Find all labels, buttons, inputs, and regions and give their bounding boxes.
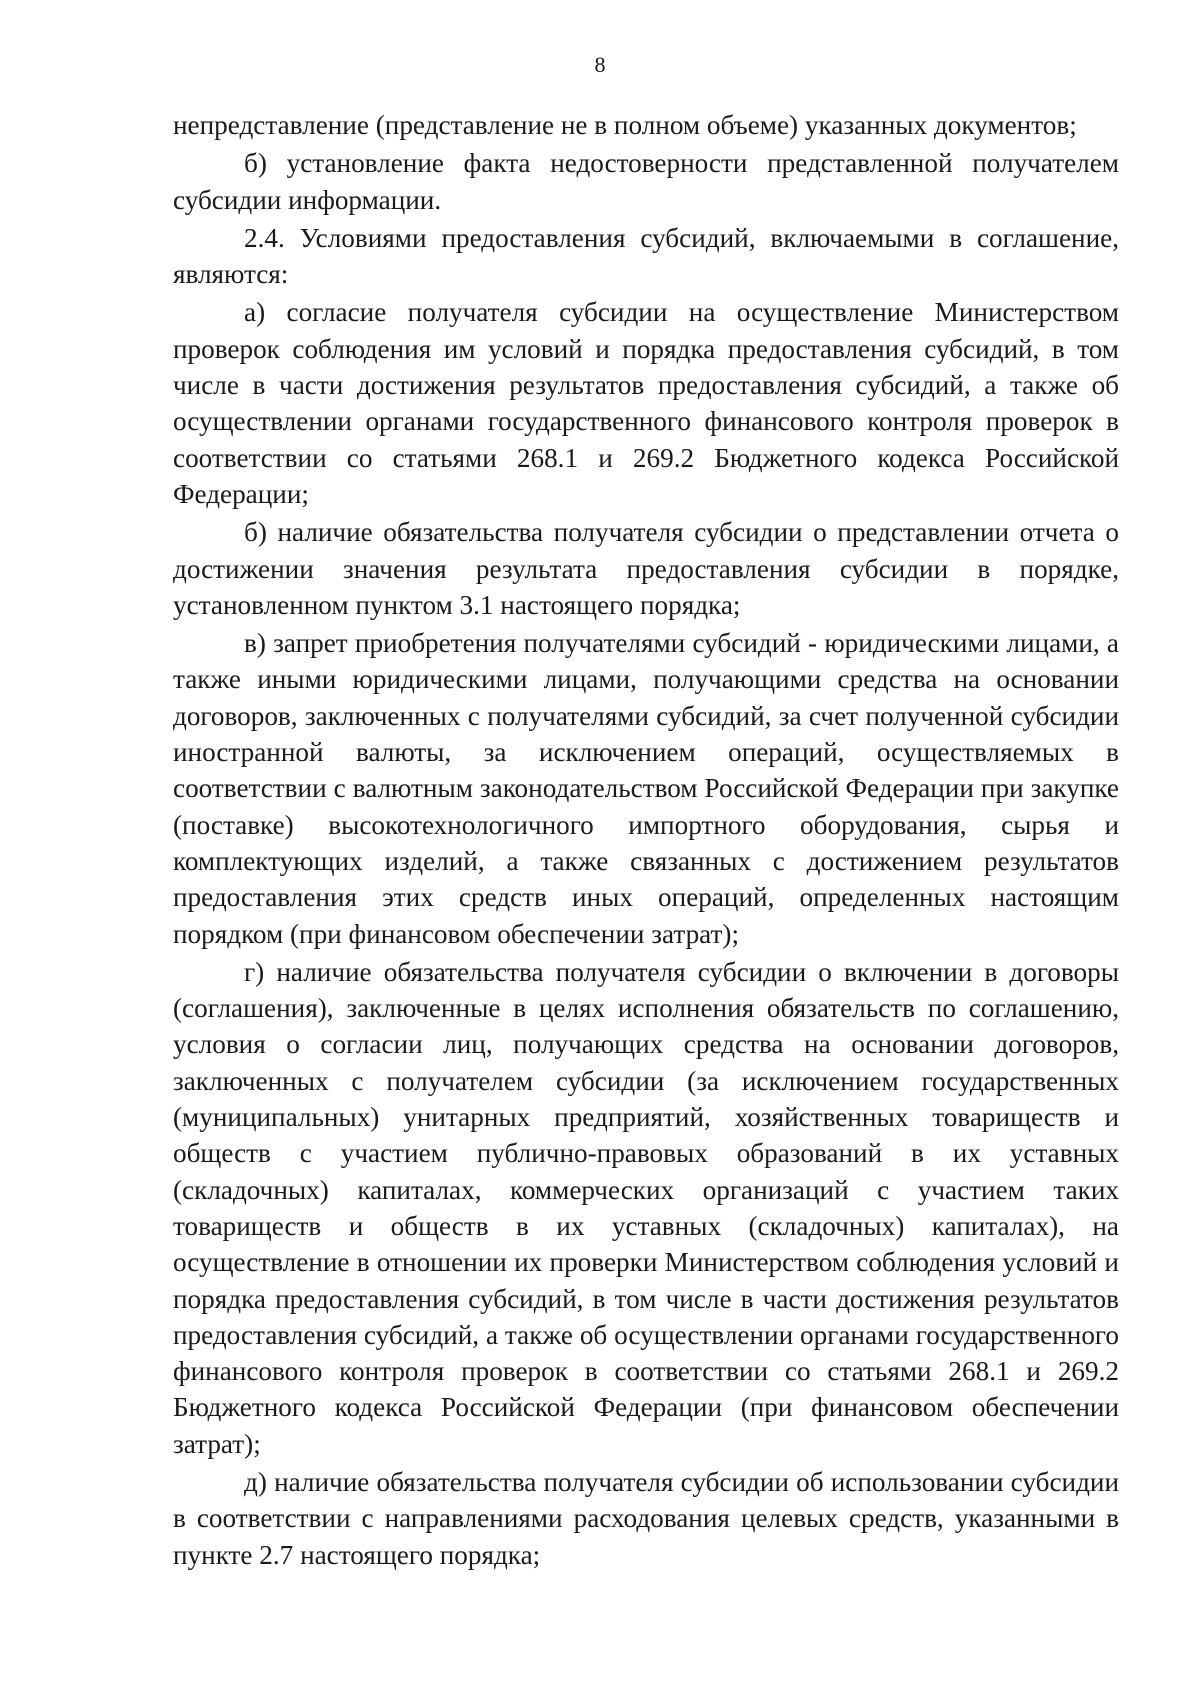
paragraph-item-a-consent: а) согласие получателя субсидии на осуществление Министерством проверок соблюдения им условий и порядка предоставления субсидий, в том числе в части достижения результатов предоставления субсидий, а также об осуществлении органами государственного финансового контроля проверок в соответствии со статьями 268.1 и 269.2 Бюджетного кодекса Российской Федерации; <box>173 297 1119 509</box>
paragraph-item-b-unreliable-info: б) установление факта недостоверности представленной получателем субсидии информации. <box>173 148 1119 215</box>
page-number: 8 <box>594 52 606 77</box>
paragraph-item-b-report: б) наличие обязательства получателя субсидии о представлении отчета о достижении значения результата предоставления субсидии в порядке, установленном пунктом 3.1 настоящего порядка; <box>173 517 1119 620</box>
paragraph-continuation: непредставление (представление не в полном объеме) указанных документов; <box>173 110 1077 140</box>
paragraph-item-g-contracts: г) наличие обязательства получателя субсидии о включении в договоры (соглашения), заключенные в целях исполнения обязательств по соглашению, условия о согласии лиц, получающих средства на основании договоров, заключенных с получателем субсидии (за исключением государственных (муниципальных) унитарных предприятий, хозяйственных товариществ и обществ с участием публично-правовых образований в их уставных (складочных) капиталах, коммерческих организаций с участием таких товариществ и обществ в их уставных (складочных) капиталах), на осуществление в отношении их проверки Министерством соблюдения условий и порядка предоставления субсидий, в том числе в части достижения результатов предоставления субсидий, а также об осуществлении органами государственного финансового контроля проверок в соответствии со статьями 268.1 и 269.2 Бюджетного кодекса Российской Федерации (при финансовом обеспечении затрат); <box>173 956 1119 1459</box>
paragraph-section-2-4: 2.4. Условиями предоставления субсидий, включаемыми в соглашение, являются: <box>173 222 1119 290</box>
paragraph-item-d-usage: д) наличие обязательства получателя субсидии об использовании субсидии в соответствии с направлениями расходования целевых средств, указанными в пункте 2.7 настоящего порядка; <box>173 1466 1119 1570</box>
document-body <box>173 107 1119 1575</box>
paragraph-item-v-currency-ban: в) запрет приобретения получателями субсидий - юридическими лицами, а также иными юридическими лицами, получающими средства на основании договоров, заключенных с получателями субсидий, за счет полученной субсидии иностранной валюты, за исключением операций, осуществляемых в соответствии с валютным законодательством Российской Федерации при закупке (поставке) высокотехнологичного импортного оборудования, сырья и комплектующих изделий, а также связанных с достижением результатов предоставления этих средств иных операций, определенных настоящим порядком (при финансовом обеспечении затрат); <box>173 628 1119 949</box>
